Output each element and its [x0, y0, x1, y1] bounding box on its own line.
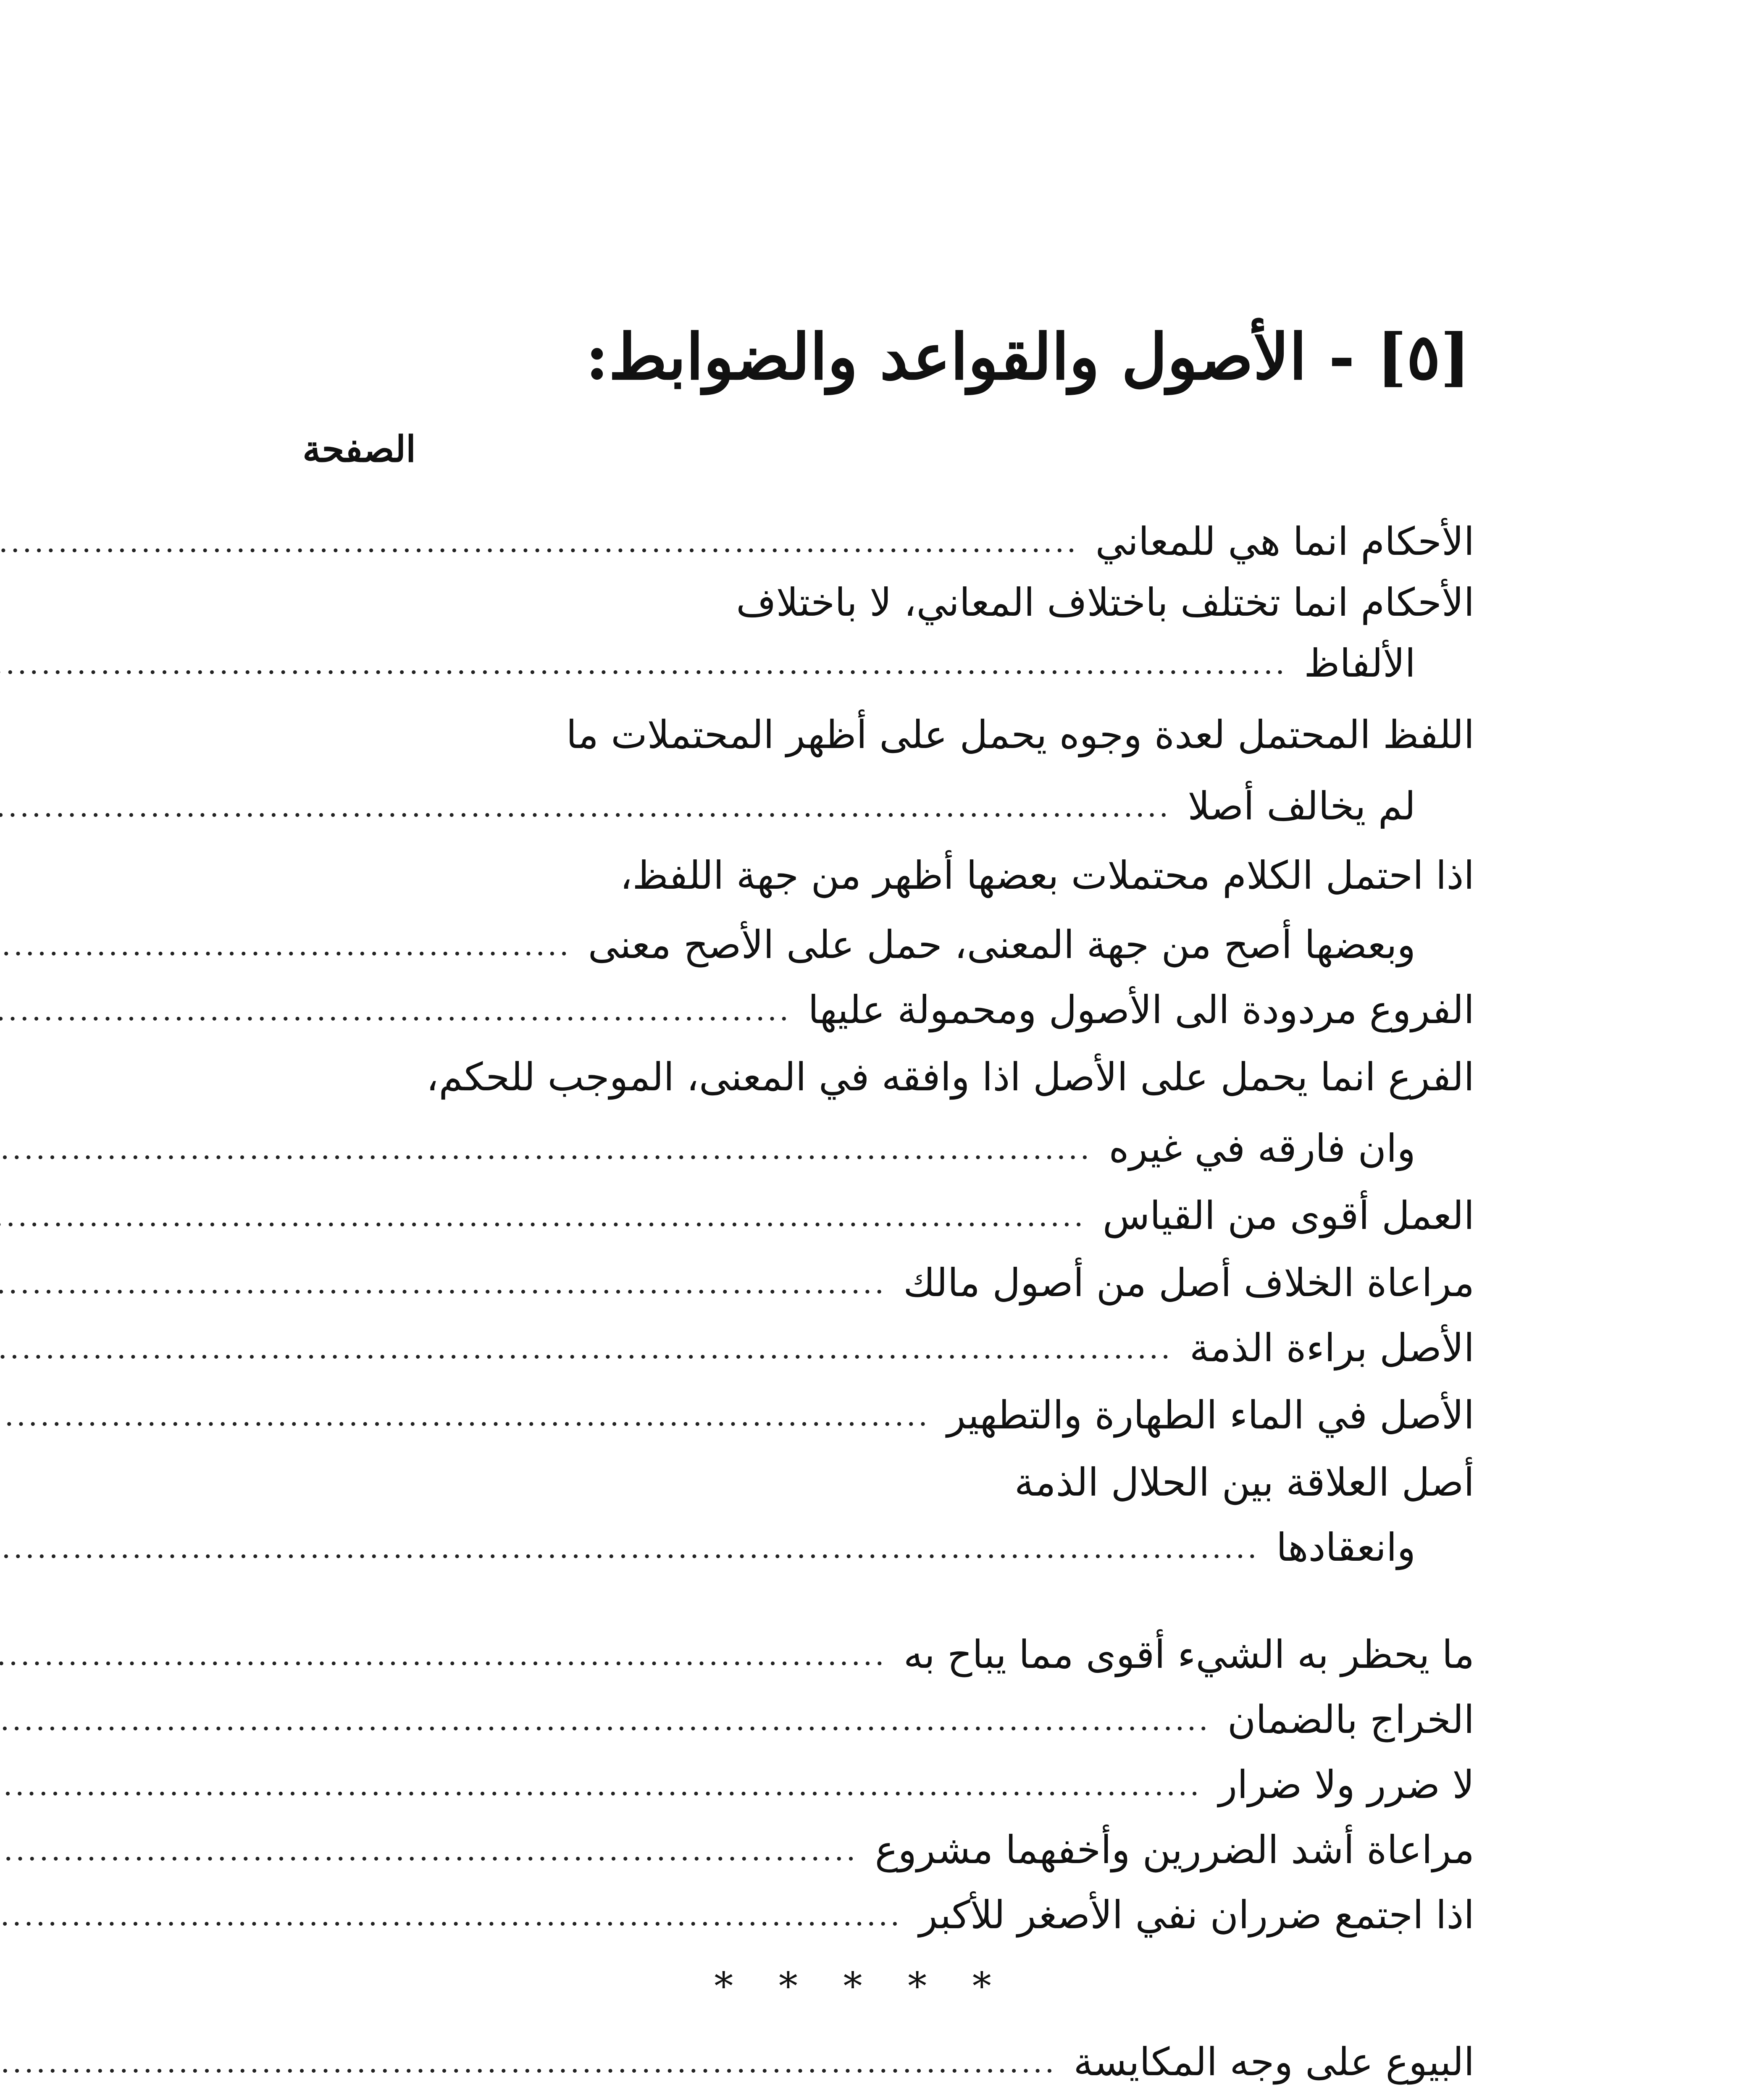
- entry-text: وبعضها أصح من جهة المعنى، حمل على الأصح معنى: [588, 922, 1416, 967]
- index-entry: [248, 979, 1474, 1042]
- entry-text: اذا احتمل الكلام محتملات بعضها أظهر من جهة اللفظ،: [620, 853, 1474, 898]
- section-heading: [٥] - الأصول والقواعد والضوابط:: [585, 320, 1470, 394]
- index-entry: [248, 2098, 1474, 2100]
- entry-text: البيوع على وجه المكايسة: [1073, 2040, 1474, 2084]
- leader-dots: [0, 979, 791, 1042]
- leader-dots: [0, 914, 571, 976]
- index-entry: [248, 844, 1474, 907]
- index-entry: [248, 704, 1474, 766]
- index-entry: [248, 2031, 1474, 2094]
- leader-dots: [0, 2031, 1056, 2094]
- leader-dots: [0, 632, 1287, 695]
- entry-text: الأصل براءة الذمة: [1189, 1326, 1474, 1370]
- leader-dots: [0, 1884, 902, 1947]
- leader-dots: [0, 1184, 1086, 1247]
- index-entry: [248, 1384, 1474, 1447]
- index-entry: [248, 914, 1474, 976]
- index-entry: [248, 632, 1474, 695]
- entry-text: الفروع مردودة الى الأصول ومحمولة عليها: [808, 987, 1474, 1032]
- leader-dots: [0, 1623, 887, 1686]
- leader-dots: [0, 1317, 1173, 1380]
- entry-text: لم يخالف أصلا: [1188, 784, 1416, 829]
- entry-text: وانعقادها: [1276, 1525, 1416, 1570]
- entry-text: مراعاة أشد الضررين وأخفهما مشروع: [875, 1827, 1474, 1872]
- index-entry: [248, 1252, 1474, 1315]
- leader-dots: [0, 775, 1171, 838]
- entry-text: الخراج بالضمان: [1227, 1697, 1474, 1742]
- entry-text: [1151, 2098, 1475, 2100]
- leader-dots: [0, 1516, 1259, 1579]
- entry-text: الفرع انما يحمل على الأصل اذا وافقه في المعنى، الموجب للحكم،: [426, 1055, 1474, 1100]
- index-entry: [248, 1516, 1474, 1579]
- entry-text: وان فارقه في غيره: [1109, 1126, 1416, 1171]
- leader-dots: [0, 2098, 1134, 2100]
- entry-text: اذا اجتمع ضرران نفي الأصغر للأكبر: [919, 1893, 1474, 1937]
- entry-text: الألفاظ: [1304, 641, 1416, 686]
- index-entry: [248, 1184, 1474, 1247]
- page-column-label: الصفحة: [302, 428, 416, 470]
- entry-text: الأحكام انما هي للمعاني: [1095, 519, 1474, 564]
- index-entry: [248, 1451, 1474, 1514]
- index-entry: [248, 1819, 1474, 1882]
- index-entry: [248, 775, 1474, 838]
- entry-text: العمل أقوى من القياس: [1102, 1193, 1474, 1238]
- index-entry: [248, 1623, 1474, 1686]
- index-entry: [248, 510, 1474, 573]
- leader-dots: [0, 1688, 1211, 1751]
- leader-dots: [0, 510, 1079, 573]
- index-entry: [248, 571, 1474, 634]
- leader-dots: [0, 1819, 858, 1882]
- index-entry: [248, 1046, 1474, 1109]
- leader-dots: [0, 1754, 1202, 1816]
- entry-text: مراعاة الخلاف أصل من أصول مالك: [903, 1260, 1474, 1305]
- index-entry: [248, 1117, 1474, 1180]
- leader-dots: [0, 1117, 1092, 1180]
- entry-text: الأصل في الماء الطهارة والتطهير: [947, 1393, 1474, 1438]
- section-separator: * * * * *: [714, 1964, 1008, 2008]
- entry-text: اللفظ المحتمل لعدة وجوه يحمل على أظهر المحتملات ما: [566, 712, 1474, 757]
- entry-text: لا ضرر ولا ضرار: [1218, 1762, 1474, 1807]
- entry-text: أصل العلاقة بين الحلال الذمة: [1014, 1460, 1474, 1505]
- leader-dots: [0, 1252, 886, 1315]
- index-entry: [248, 1754, 1474, 1816]
- index-entry: [248, 1884, 1474, 1947]
- index-entry: [248, 1317, 1474, 1380]
- leader-dots: [0, 1384, 930, 1447]
- entry-text: ما يحظر به الشيء أقوى مما يباح به: [903, 1632, 1474, 1677]
- index-entry: [248, 1688, 1474, 1751]
- entry-text: الأحكام انما تختلف باختلاف المعاني، لا باختلاف: [736, 580, 1474, 625]
